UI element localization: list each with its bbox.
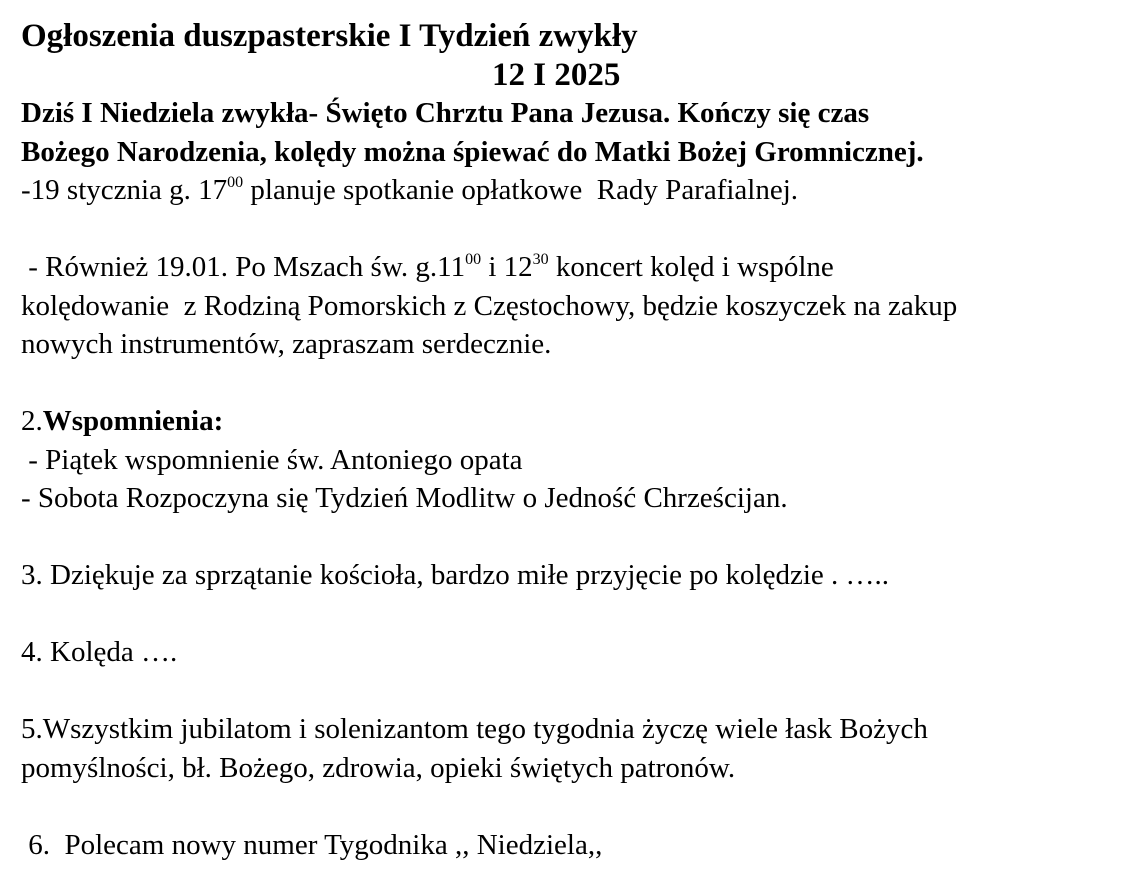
spacer <box>21 518 1131 557</box>
item1-a-pre: -19 stycznia g. 17 <box>21 174 228 206</box>
item2-heading-line <box>21 402 1131 441</box>
item1-line-b <box>21 248 1131 287</box>
item1-b-mid: i 12 <box>481 251 533 283</box>
item2-line-2: - Sobota Rozpoczyna się Tydzień Modlitw o Jedność Chrześcijan. <box>21 482 788 514</box>
item2-heading: Wspomnienia: <box>42 405 224 437</box>
item1-b-sup1: 00 <box>465 251 482 268</box>
document-date: 12 I 2025 <box>492 57 621 93</box>
spacer <box>21 210 1131 249</box>
item1-a-sup: 00 <box>227 174 244 191</box>
document-title: Ogłoszenia duszpasterskie I Tydzień zwykły <box>21 18 638 54</box>
item1-line-b3: nowych instrumentów, zapraszam serdecznie. <box>21 328 552 360</box>
spacer <box>21 672 1131 711</box>
intro-line-1: Dziś I Niedziela zwykła- Święto Chrztu Pana Jezusa. Kończy się czas <box>21 97 870 129</box>
item5-line-1: 5.Wszystkim jubilatom i solenizantom tego tygodnia życzę wiele łask Bożych <box>21 713 928 745</box>
spacer <box>21 787 1131 826</box>
item1-a-post: planuje spotkanie opłatkowe Rady Parafialnej. <box>243 174 799 206</box>
item1-b-sup2: 30 <box>532 251 549 268</box>
intro-line-2: Bożego Narodzenia, kolędy można śpiewać do Matki Bożej Gromnicznej. <box>21 135 924 168</box>
item1-b-pre: - Również 19.01. Po Mszach św. g.11 <box>21 251 466 283</box>
item6-line: 6. Polecam nowy numer Tygodnika ,, Niedziela,, <box>21 828 603 861</box>
spacer <box>21 364 1131 403</box>
item3-line: 3. Dziękuje za sprzątanie kościoła, bardzo miłe przyjęcie po kolędzie . ….. <box>21 559 890 591</box>
announcement-document <box>21 16 1131 864</box>
item4-line: 4. Kolęda …. <box>21 636 178 668</box>
spacer <box>21 595 1131 634</box>
item5-line-2: pomyślności, bł. Bożego, zdrowia, opieki świętych patronów. <box>21 751 736 784</box>
item1-line-a <box>21 171 1131 210</box>
item2-number: 2. <box>21 405 43 437</box>
item1-b-post: koncert kolęd i wspólne <box>548 251 834 283</box>
item1-line-b2: kolędowanie z Rodziną Pomorskich z Częstochowy, będzie koszyczek na zakup <box>21 289 958 322</box>
item2-line-1: - Piątek wspomnienie św. Antoniego opata <box>21 443 523 476</box>
